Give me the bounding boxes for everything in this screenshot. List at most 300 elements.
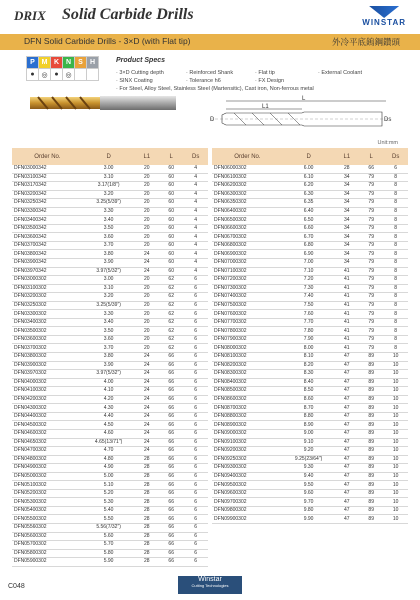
table-cell: 60 bbox=[159, 216, 183, 225]
material-grid bbox=[26, 56, 99, 81]
table-cell: 4.00 bbox=[83, 378, 135, 387]
table-cell: 6 bbox=[183, 498, 208, 507]
table-cell: 20 bbox=[135, 190, 160, 199]
table-cell: 8 bbox=[383, 310, 408, 319]
table-cell: 6 bbox=[183, 344, 208, 353]
table-row bbox=[12, 370, 208, 379]
table-cell: 5.80 bbox=[83, 549, 135, 558]
table-cell: 66 bbox=[159, 353, 183, 362]
table-cell: 8 bbox=[383, 182, 408, 191]
table-row bbox=[12, 284, 208, 293]
table-cell: 4.60 bbox=[83, 429, 135, 438]
table-cell: 6.30 bbox=[283, 190, 335, 199]
table-cell: 4.90 bbox=[83, 464, 135, 473]
table-cell: 24 bbox=[135, 267, 160, 276]
header bbox=[0, 0, 420, 32]
table-cell: DFN04900302 bbox=[12, 464, 83, 473]
table-cell: DFN03500302 bbox=[12, 327, 83, 336]
table-cell: DFN03250342 bbox=[12, 199, 83, 208]
table-cell: 6 bbox=[183, 301, 208, 310]
table-cell: 62 bbox=[159, 284, 183, 293]
table-cell: DFN08300302 bbox=[212, 370, 283, 379]
table-row bbox=[12, 395, 208, 404]
table-cell: 62 bbox=[159, 301, 183, 310]
table-cell: 28 bbox=[135, 549, 160, 558]
table-cell: 4 bbox=[183, 216, 208, 225]
table-cell: 62 bbox=[159, 327, 183, 336]
table-row bbox=[212, 455, 408, 464]
table-cell: 7.80 bbox=[283, 327, 335, 336]
table-cell: 9.40 bbox=[283, 472, 335, 481]
table-cell: 5.40 bbox=[83, 506, 135, 515]
table-cell: 10 bbox=[383, 421, 408, 430]
table-row bbox=[212, 412, 408, 421]
table-row bbox=[12, 353, 208, 362]
table-cell: DFN09400302 bbox=[212, 472, 283, 481]
table-cell: 89 bbox=[359, 515, 383, 524]
table-cell: 9.25(23/64") bbox=[283, 455, 335, 464]
table-cell: 5.60 bbox=[83, 532, 135, 541]
table-cell: 20 bbox=[135, 310, 160, 319]
table-cell: DFN03800342 bbox=[12, 250, 83, 259]
table-cell: 3.17(1/8") bbox=[83, 182, 135, 191]
table-cell: 6 bbox=[183, 455, 208, 464]
table-row bbox=[12, 549, 208, 558]
table-row bbox=[12, 318, 208, 327]
table-cell: 4 bbox=[183, 182, 208, 191]
table-cell: 4.30 bbox=[83, 404, 135, 413]
table-cell: 5.56(7/32") bbox=[83, 523, 135, 532]
table-cell: 3.50 bbox=[83, 224, 135, 233]
table-cell: 4.40 bbox=[83, 412, 135, 421]
table-cell: 66 bbox=[159, 472, 183, 481]
table-row bbox=[212, 224, 408, 233]
table-cell: 89 bbox=[359, 404, 383, 413]
table-cell: 20 bbox=[135, 284, 160, 293]
table-cell: DFN04300302 bbox=[12, 404, 83, 413]
table-cell: 79 bbox=[359, 173, 383, 182]
table-cell: 6.80 bbox=[283, 241, 335, 250]
table-cell: 3.90 bbox=[83, 361, 135, 370]
table-row bbox=[12, 429, 208, 438]
brand-logo: DRIX bbox=[14, 8, 46, 23]
table-cell: 6 bbox=[183, 370, 208, 379]
table-row bbox=[12, 506, 208, 515]
table-cell: 6 bbox=[183, 558, 208, 567]
table-cell: 60 bbox=[159, 199, 183, 208]
table-cell: 24 bbox=[135, 361, 160, 370]
table-cell: 34 bbox=[335, 173, 360, 182]
table-row bbox=[12, 250, 208, 259]
table-row bbox=[12, 310, 208, 319]
table-cell: 47 bbox=[335, 447, 360, 456]
table-row bbox=[12, 404, 208, 413]
spec-item: · SINX Coating bbox=[116, 78, 153, 84]
product-banner bbox=[0, 34, 420, 50]
table-cell: 89 bbox=[359, 378, 383, 387]
table-cell: 28 bbox=[135, 489, 160, 498]
table-cell: 20 bbox=[135, 182, 160, 191]
col-header: D bbox=[283, 148, 335, 165]
table-cell: DFN08000302 bbox=[212, 344, 283, 353]
table-cell: DFN03000302 bbox=[12, 276, 83, 285]
table-row bbox=[212, 387, 408, 396]
table-row bbox=[12, 301, 208, 310]
table-cell: 79 bbox=[359, 335, 383, 344]
table-cell: DFN03800302 bbox=[12, 353, 83, 362]
table-row bbox=[212, 216, 408, 225]
table-row bbox=[212, 327, 408, 336]
table-cell: 7.70 bbox=[283, 318, 335, 327]
table-cell: 5.90 bbox=[83, 558, 135, 567]
table-cell: DFN06600302 bbox=[212, 224, 283, 233]
table-cell: 9.50 bbox=[283, 481, 335, 490]
col-header: Order No. bbox=[212, 148, 283, 165]
table-cell: DFN06500302 bbox=[212, 216, 283, 225]
spec-item: · FX Design bbox=[255, 78, 285, 84]
table-cell: 47 bbox=[335, 404, 360, 413]
table-cell: 66 bbox=[159, 464, 183, 473]
table-cell: 41 bbox=[335, 293, 360, 302]
table-row bbox=[12, 182, 208, 191]
table-row bbox=[212, 489, 408, 498]
table-cell: 8 bbox=[383, 207, 408, 216]
iso-mark bbox=[75, 69, 87, 81]
table-cell: 6.20 bbox=[283, 182, 335, 191]
table-cell: DFN08400302 bbox=[212, 378, 283, 387]
table-cell: 10 bbox=[383, 361, 408, 370]
table-cell: 20 bbox=[135, 207, 160, 216]
table-cell: 28 bbox=[335, 165, 360, 173]
table-cell: DFN04500302 bbox=[12, 421, 83, 430]
table-cell: 6 bbox=[183, 361, 208, 370]
table-row bbox=[212, 378, 408, 387]
table-cell: DFN03000342 bbox=[12, 165, 83, 173]
table-cell: 28 bbox=[135, 506, 160, 515]
table-cell: 79 bbox=[359, 259, 383, 268]
table-cell: 28 bbox=[135, 532, 160, 541]
table-cell: 7.10 bbox=[283, 267, 335, 276]
table-cell: 10 bbox=[383, 395, 408, 404]
table-row bbox=[212, 199, 408, 208]
table-cell: 24 bbox=[135, 353, 160, 362]
table-cell: DFN03400302 bbox=[12, 318, 83, 327]
table-cell: 4 bbox=[183, 233, 208, 242]
iso-mark: ● bbox=[27, 69, 39, 81]
table-cell: 62 bbox=[159, 293, 183, 302]
table-cell: 10 bbox=[383, 472, 408, 481]
table-row bbox=[212, 515, 408, 524]
table-cell: 79 bbox=[359, 344, 383, 353]
table-row bbox=[12, 438, 208, 447]
table-cell: 28 bbox=[135, 481, 160, 490]
table-row bbox=[212, 207, 408, 216]
table-row bbox=[212, 165, 408, 173]
table-cell: DFN03200302 bbox=[12, 293, 83, 302]
table-row bbox=[212, 421, 408, 430]
table-cell: DFN08200302 bbox=[212, 361, 283, 370]
table-cell: DFN05500302 bbox=[12, 515, 83, 524]
table-cell: 10 bbox=[383, 447, 408, 456]
table-cell: 9.20 bbox=[283, 447, 335, 456]
table-row bbox=[12, 472, 208, 481]
table-cell: 9.80 bbox=[283, 506, 335, 515]
iso-mark bbox=[87, 69, 99, 81]
table-cell: 89 bbox=[359, 498, 383, 507]
table-cell: 8.80 bbox=[283, 412, 335, 421]
table-cell: 66 bbox=[159, 370, 183, 379]
table-cell: 89 bbox=[359, 472, 383, 481]
table-cell: 28 bbox=[135, 558, 160, 567]
table-cell: 9.90 bbox=[283, 515, 335, 524]
table-cell: 8 bbox=[383, 241, 408, 250]
table-cell: 28 bbox=[135, 523, 160, 532]
table-cell: 10 bbox=[383, 489, 408, 498]
table-cell: 20 bbox=[135, 241, 160, 250]
table-cell: 41 bbox=[335, 318, 360, 327]
table-cell: 8 bbox=[383, 335, 408, 344]
table-cell: DFN08600302 bbox=[212, 395, 283, 404]
table-cell: DFN03700342 bbox=[12, 241, 83, 250]
table-row bbox=[12, 387, 208, 396]
table-row bbox=[212, 481, 408, 490]
table-cell: 3.00 bbox=[83, 165, 135, 173]
table-row bbox=[212, 335, 408, 344]
table-cell: 47 bbox=[335, 353, 360, 362]
table-cell: 6 bbox=[183, 284, 208, 293]
table-cell: 8.20 bbox=[283, 361, 335, 370]
table-cell: 6.10 bbox=[283, 173, 335, 182]
table-row bbox=[12, 335, 208, 344]
table-cell: 6 bbox=[183, 327, 208, 336]
col-header: D bbox=[83, 148, 135, 165]
table-cell: 6.35 bbox=[283, 199, 335, 208]
table-cell: 66 bbox=[159, 421, 183, 430]
table-cell: DFN03250302 bbox=[12, 301, 83, 310]
table-cell: 79 bbox=[359, 207, 383, 216]
table-cell: 10 bbox=[383, 429, 408, 438]
table-row bbox=[212, 190, 408, 199]
table-cell: 6 bbox=[183, 412, 208, 421]
table-cell: DFN03970342 bbox=[12, 267, 83, 276]
specs-title: Product Specs bbox=[116, 57, 166, 64]
col-header: Order No. bbox=[12, 148, 83, 165]
table-cell: 6 bbox=[383, 165, 408, 173]
table-cell: 4 bbox=[183, 207, 208, 216]
table-cell: 66 bbox=[159, 395, 183, 404]
table-cell: 89 bbox=[359, 464, 383, 473]
table-cell: 28 bbox=[135, 472, 160, 481]
table-cell: DFN03500342 bbox=[12, 224, 83, 233]
table-cell: 24 bbox=[135, 447, 160, 456]
table-cell: 47 bbox=[335, 421, 360, 430]
table-row bbox=[12, 233, 208, 242]
table-row bbox=[212, 318, 408, 327]
table-cell: 6 bbox=[183, 532, 208, 541]
table-cell: DFN09300302 bbox=[212, 464, 283, 473]
table-cell: 79 bbox=[359, 276, 383, 285]
table-cell: 3.30 bbox=[83, 310, 135, 319]
table-cell: DFN05900302 bbox=[12, 558, 83, 567]
table-cell: 24 bbox=[135, 250, 160, 259]
table-cell: 4.80 bbox=[83, 455, 135, 464]
table-cell: 10 bbox=[383, 370, 408, 379]
table-cell: 24 bbox=[135, 370, 160, 379]
table-cell: DFN05600302 bbox=[12, 532, 83, 541]
table-cell: 89 bbox=[359, 481, 383, 490]
table-cell: 79 bbox=[359, 293, 383, 302]
table-row bbox=[12, 259, 208, 268]
table-cell: 6 bbox=[183, 429, 208, 438]
table-cell: 5.00 bbox=[83, 472, 135, 481]
table-row bbox=[212, 506, 408, 515]
table-cell: 4.65(13/71") bbox=[83, 438, 135, 447]
table-cell: DFN06400302 bbox=[212, 207, 283, 216]
table-cell: 60 bbox=[159, 182, 183, 191]
table-cell: 28 bbox=[135, 498, 160, 507]
table-row bbox=[12, 447, 208, 456]
table-cell: 3.70 bbox=[83, 241, 135, 250]
table-cell: DFN05000302 bbox=[12, 472, 83, 481]
table-cell: DFN03600342 bbox=[12, 233, 83, 242]
table-cell: 34 bbox=[335, 224, 360, 233]
table-cell: DFN04700302 bbox=[12, 447, 83, 456]
iso-letter: P bbox=[27, 57, 39, 69]
table-row bbox=[212, 310, 408, 319]
table-cell: 41 bbox=[335, 335, 360, 344]
dim-ds: Ds bbox=[384, 117, 392, 123]
table-cell: 8.70 bbox=[283, 404, 335, 413]
table-cell: 89 bbox=[359, 429, 383, 438]
table-cell: DFN07400302 bbox=[212, 293, 283, 302]
table-cell: 10 bbox=[383, 404, 408, 413]
table-cell: 24 bbox=[135, 387, 160, 396]
table-cell: 10 bbox=[383, 506, 408, 515]
table-cell: 8 bbox=[383, 259, 408, 268]
iso-letter: K bbox=[51, 57, 63, 69]
table-cell: 79 bbox=[359, 224, 383, 233]
table-cell: DFN09100302 bbox=[212, 438, 283, 447]
table-cell: 60 bbox=[159, 241, 183, 250]
table-cell: 6 bbox=[183, 489, 208, 498]
table-cell: DFN03300342 bbox=[12, 207, 83, 216]
table-cell: DFN07100302 bbox=[212, 267, 283, 276]
table-row bbox=[12, 216, 208, 225]
page-number: C048 bbox=[8, 583, 25, 590]
table-cell: 4 bbox=[183, 199, 208, 208]
table-row bbox=[212, 361, 408, 370]
table-cell: 4.70 bbox=[83, 447, 135, 456]
table-cell: 8 bbox=[383, 199, 408, 208]
table-row bbox=[12, 207, 208, 216]
product-table-left bbox=[12, 148, 208, 567]
table-cell: DFN06900302 bbox=[212, 250, 283, 259]
table-cell: 9.00 bbox=[283, 429, 335, 438]
table-cell: 34 bbox=[335, 182, 360, 191]
table-cell: 62 bbox=[159, 276, 183, 285]
table-cell: DFN03100342 bbox=[12, 173, 83, 182]
table-cell: DFN06700302 bbox=[212, 233, 283, 242]
table-cell: 10 bbox=[383, 455, 408, 464]
table-row bbox=[12, 489, 208, 498]
table-cell: 66 bbox=[159, 558, 183, 567]
footer-logo-sub: Cutting Technologies bbox=[191, 583, 229, 588]
table-cell: 10 bbox=[383, 387, 408, 396]
table-cell: DFN09000302 bbox=[212, 429, 283, 438]
spec-item: · External Coolant bbox=[318, 70, 363, 76]
table-cell: DFN04650302 bbox=[12, 438, 83, 447]
table-cell: 47 bbox=[335, 378, 360, 387]
table-cell: 10 bbox=[383, 498, 408, 507]
table-row bbox=[12, 293, 208, 302]
table-cell: 8.90 bbox=[283, 421, 335, 430]
table-cell: 3.10 bbox=[83, 284, 135, 293]
table-cell: 66 bbox=[159, 489, 183, 498]
table-cell: 66 bbox=[159, 412, 183, 421]
table-cell: 4 bbox=[183, 165, 208, 173]
table-cell: 3.80 bbox=[83, 250, 135, 259]
col-header: L1 bbox=[335, 148, 360, 165]
table-row bbox=[12, 173, 208, 182]
table-cell: 3.50 bbox=[83, 327, 135, 336]
table-row bbox=[212, 395, 408, 404]
table-cell: DFN08100302 bbox=[212, 353, 283, 362]
table-cell: DFN06100302 bbox=[212, 173, 283, 182]
table-cell: 79 bbox=[359, 250, 383, 259]
table-cell: 6 bbox=[183, 335, 208, 344]
table-cell: 89 bbox=[359, 438, 383, 447]
table-cell: 6.50 bbox=[283, 216, 335, 225]
table-cell: 60 bbox=[159, 165, 183, 173]
table-cell: 47 bbox=[335, 361, 360, 370]
table-cell: 47 bbox=[335, 515, 360, 524]
table-cell: 60 bbox=[159, 173, 183, 182]
table-cell: 6 bbox=[183, 421, 208, 430]
table-row bbox=[212, 464, 408, 473]
product-table-right bbox=[212, 148, 408, 524]
table-cell: 3.80 bbox=[83, 353, 135, 362]
table-cell: 6 bbox=[183, 310, 208, 319]
table-cell: 60 bbox=[159, 233, 183, 242]
table-cell: DFN03400342 bbox=[12, 216, 83, 225]
table-cell: DFN05200302 bbox=[12, 489, 83, 498]
table-row bbox=[12, 327, 208, 336]
table-cell: 3.25(5/39") bbox=[83, 301, 135, 310]
table-cell: 24 bbox=[135, 395, 160, 404]
table-cell: DFN03200342 bbox=[12, 190, 83, 199]
table-cell: 8.50 bbox=[283, 387, 335, 396]
table-cell: DFN06300302 bbox=[212, 190, 283, 199]
table-cell: DFN07200302 bbox=[212, 276, 283, 285]
table-cell: 34 bbox=[335, 216, 360, 225]
spec-item: · Tolerance h6 bbox=[186, 78, 221, 84]
table-cell: 79 bbox=[359, 318, 383, 327]
table-cell: 89 bbox=[359, 455, 383, 464]
table-cell: 62 bbox=[159, 310, 183, 319]
table-cell: 20 bbox=[135, 199, 160, 208]
table-cell: 8 bbox=[383, 301, 408, 310]
table-row bbox=[212, 276, 408, 285]
table-cell: 6 bbox=[183, 378, 208, 387]
table-cell: DFN09500302 bbox=[212, 481, 283, 490]
table-cell: DFN09250302 bbox=[212, 455, 283, 464]
table-cell: 5.50 bbox=[83, 515, 135, 524]
table-cell: 3.70 bbox=[83, 344, 135, 353]
table-cell: 9.30 bbox=[283, 464, 335, 473]
logo-mark-icon bbox=[369, 6, 399, 18]
table-cell: DFN08700302 bbox=[212, 404, 283, 413]
table-cell: 8 bbox=[383, 276, 408, 285]
